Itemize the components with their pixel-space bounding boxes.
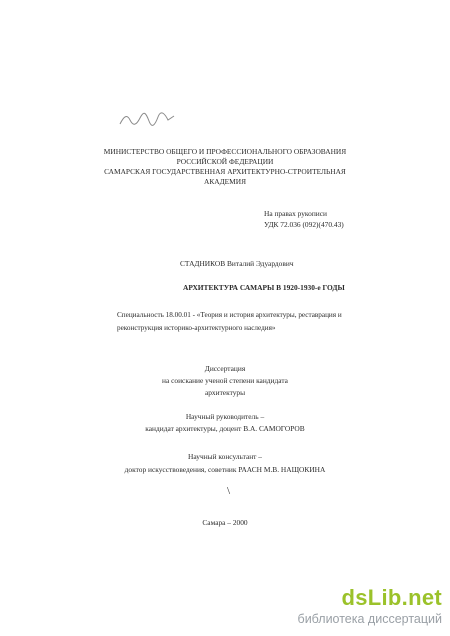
specialty-line-2: реконструкция историко-архитектурного наследия»	[117, 324, 276, 332]
consultant-line-1: Научный консультант –	[188, 452, 262, 461]
supervisor-line-2: кандидат архитектуры, доцент В.А. САМОГОРОВ	[145, 424, 305, 433]
handwritten-signature	[118, 110, 176, 130]
logo-tld: net	[408, 585, 442, 610]
supervisor-block	[0, 412, 450, 436]
watermark-subtitle: библиотека диссертаций	[297, 612, 442, 626]
rights-text: На правах рукописи	[264, 209, 327, 218]
author-name: СТАДНИКОВ Виталий Эдуардович	[180, 259, 294, 268]
degree-line-3: архитектуры	[204, 388, 246, 397]
logo-main: dsLib	[341, 585, 402, 610]
consultant-block	[0, 452, 450, 478]
logo-dot: .	[401, 585, 409, 610]
ministry-line-2: РОССИЙСКОЙ ФЕДЕРАЦИИ	[176, 157, 274, 166]
watermark-logo	[298, 586, 442, 610]
consultant-line-2: доктор искусствоведения, советник РААСН М.В. НАЩОКИНА	[124, 465, 326, 474]
specialty-line-1: Специальность 18.00.01 - «Теория и история архитектуры, реставрация и	[117, 311, 342, 319]
dissertation-title: АРХИТЕКТУРА САМАРЫ В 1920-1930-е ГОДЫ	[183, 283, 345, 292]
pen-mark: \	[227, 485, 231, 497]
dslib-watermark	[298, 586, 442, 626]
supervisor-line-1: Научный руководитель –	[185, 412, 265, 421]
ministry-line-4: АКАДЕМИЯ	[204, 177, 246, 186]
ministry-line-1: МИНИСТЕРСТВО ОБЩЕГО И ПРОФЕССИОНАЛЬНОГО ОБРАЗОВАНИЯ	[103, 147, 347, 156]
rights-block	[264, 209, 344, 231]
degree-line-2: на соискание ученой степени кандидата	[162, 376, 288, 385]
ministry-line-3: САМАРСКАЯ ГОСУДАРСТВЕННАЯ АРХИТЕКТУРНО-СТРОИТЕЛЬНАЯ	[104, 167, 346, 176]
udk-code: УДК 72.036 (092)(470.43)	[264, 220, 344, 229]
dissertation-degree	[0, 364, 450, 400]
degree-line-1: Диссертация	[204, 364, 246, 373]
specialty-block	[117, 311, 342, 337]
ministry-header	[0, 147, 450, 187]
city-year: Самара – 2000	[202, 518, 248, 527]
